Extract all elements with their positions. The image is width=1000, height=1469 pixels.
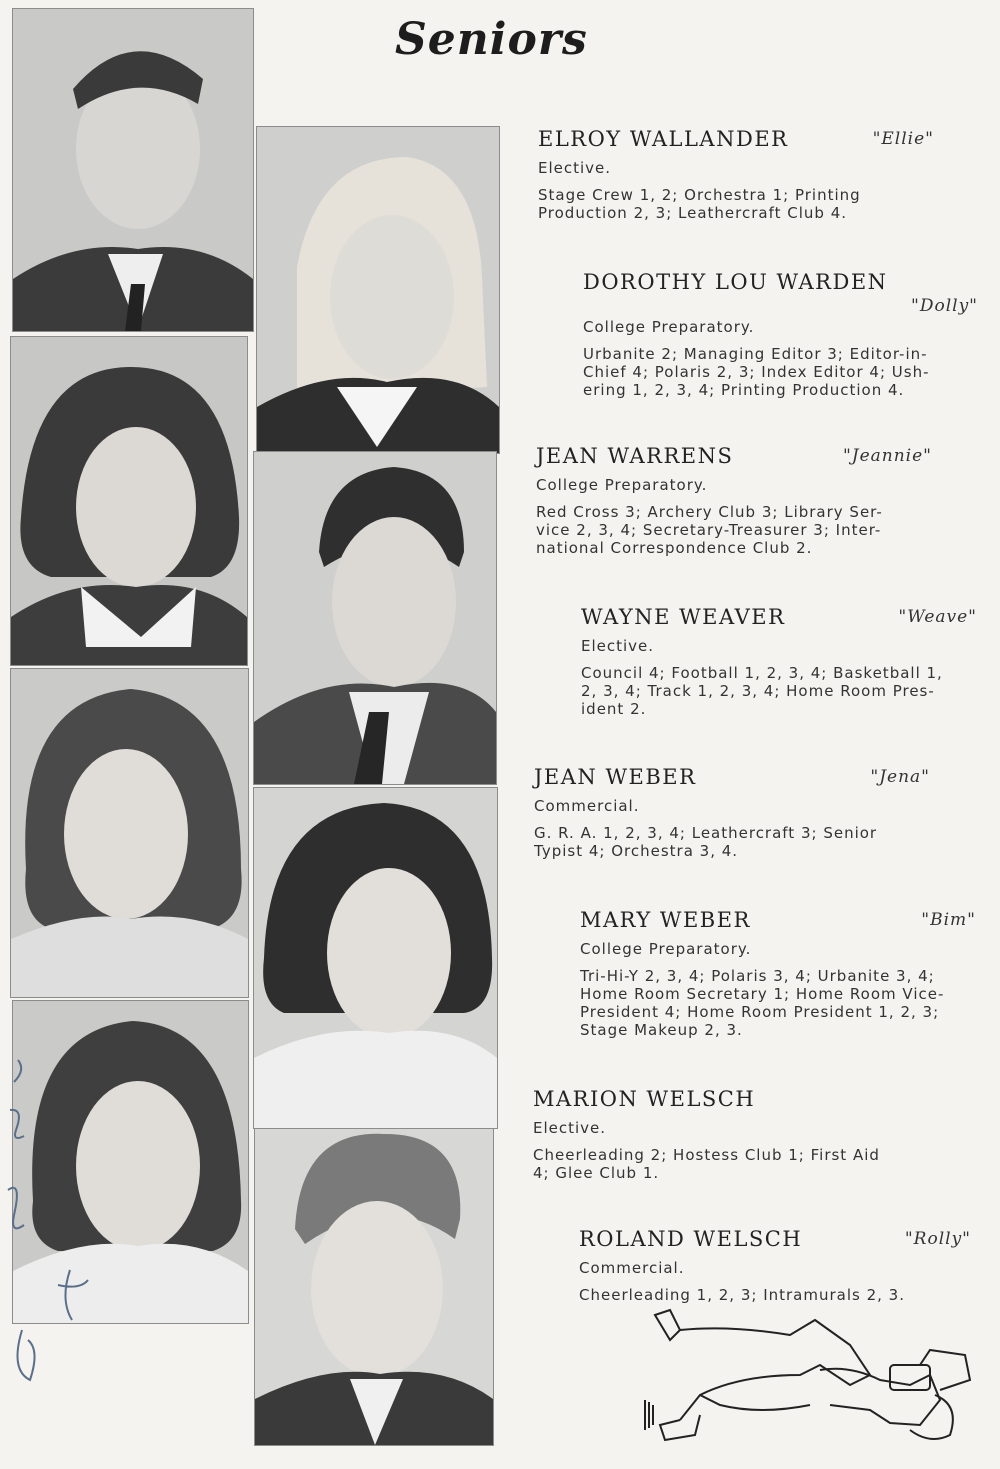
- student-entry: [580, 908, 976, 1039]
- activity-line: ering 1, 2, 3, 4; Printing Production 4.: [583, 381, 905, 399]
- reclining-student-cartoon: [640, 1305, 980, 1455]
- portrait-wayne-weaver: [253, 451, 497, 785]
- activity-line: Cheerleading 1, 2, 3; Intramurals 2, 3.: [579, 1286, 905, 1304]
- student-activities: [583, 345, 978, 399]
- handwritten-autograph: [0, 1050, 95, 1390]
- student-name: MARY WEBER: [580, 908, 751, 932]
- activity-line: Cheerleading 2; Hostess Club 1; First Aid: [533, 1146, 880, 1164]
- activity-line: President 4; Home Room President 1, 2, 3;: [580, 1003, 940, 1021]
- student-entry: [583, 270, 978, 399]
- student-activities: [536, 503, 932, 557]
- student-course: Elective.: [538, 159, 612, 177]
- student-name: DOROTHY LOU WARDEN: [583, 270, 888, 294]
- activity-line: ident 2.: [581, 700, 647, 718]
- portrait-jean-warrens: [10, 336, 248, 666]
- student-entry: [533, 1087, 929, 1182]
- student-nickname: "Bim": [921, 910, 976, 930]
- activity-line: Typist 4; Orchestra 3, 4.: [534, 842, 739, 860]
- activity-line: national Correspondence Club 2.: [536, 539, 813, 557]
- activity-line: Council 4; Football 1, 2, 3, 4; Basketball 1,: [581, 664, 943, 682]
- portrait-dorothy-lou-warden: [256, 126, 500, 454]
- activity-line: Home Room Secretary 1; Home Room Vice-: [580, 985, 945, 1003]
- portrait-mary-weber: [253, 787, 498, 1129]
- student-entry: [579, 1227, 971, 1304]
- student-entry: [536, 444, 932, 557]
- student-activities: [580, 967, 976, 1039]
- student-course: College Preparatory.: [580, 940, 752, 958]
- student-activities: [538, 186, 934, 222]
- portrait-roland-welsch: [254, 1128, 494, 1446]
- page-title: Seniors: [395, 14, 588, 65]
- student-nickname: "Jeannie": [842, 446, 932, 466]
- student-course: Commercial.: [579, 1259, 685, 1277]
- student-name: WAYNE WEAVER: [581, 605, 786, 629]
- activity-line: Production 2, 3; Leathercraft Club 4.: [538, 204, 848, 222]
- student-nickname: "Rolly": [904, 1229, 971, 1249]
- activity-line: G. R. A. 1, 2, 3, 4; Leathercraft 3; Senior: [534, 824, 878, 842]
- activity-line: Red Cross 3; Archery Club 3; Library Ser-: [536, 503, 883, 521]
- activity-line: Tri-Hi-Y 2, 3, 4; Polaris 3, 4; Urbanite 3, 4;: [580, 967, 935, 985]
- student-entry: [538, 127, 934, 222]
- student-course: Elective.: [533, 1119, 607, 1137]
- activity-line: Stage Crew 1, 2; Orchestra 1; Printing: [538, 186, 861, 204]
- student-name: ROLAND WELSCH: [579, 1227, 803, 1251]
- student-activities: [534, 824, 930, 860]
- activity-line: Stage Makeup 2, 3.: [580, 1021, 743, 1039]
- activity-line: vice 2, 3, 4; Secretary-Treasurer 3; Inter-: [536, 521, 882, 539]
- student-activities: [581, 664, 977, 718]
- student-course: Elective.: [581, 637, 655, 655]
- portrait-jean-weber: [10, 668, 249, 998]
- portrait-elroy-wallander: [12, 8, 254, 332]
- activity-line: 2, 3, 4; Track 1, 2, 3, 4; Home Room Pres-: [581, 682, 935, 700]
- student-nickname: "Dolly": [911, 296, 978, 316]
- student-activities: [579, 1286, 971, 1304]
- student-name: JEAN WEBER: [534, 765, 697, 789]
- student-course: Commercial.: [534, 797, 640, 815]
- student-name: MARION WELSCH: [533, 1087, 756, 1111]
- student-entry: [534, 765, 930, 860]
- student-activities: [533, 1146, 929, 1182]
- student-nickname: "Jena": [870, 767, 930, 787]
- activity-line: Chief 4; Polaris 2, 3; Index Editor 4; Ush-: [583, 363, 930, 381]
- student-nickname: "Ellie": [872, 129, 934, 149]
- student-name: ELROY WALLANDER: [538, 127, 789, 151]
- student-name: JEAN WARRENS: [536, 444, 734, 468]
- student-course: College Preparatory.: [536, 476, 708, 494]
- student-entry: [581, 605, 977, 718]
- activity-line: Urbanite 2; Managing Editor 3; Editor-in-: [583, 345, 928, 363]
- student-course: College Preparatory.: [583, 318, 755, 336]
- activity-line: 4; Glee Club 1.: [533, 1164, 660, 1182]
- student-nickname: "Weave": [898, 607, 977, 627]
